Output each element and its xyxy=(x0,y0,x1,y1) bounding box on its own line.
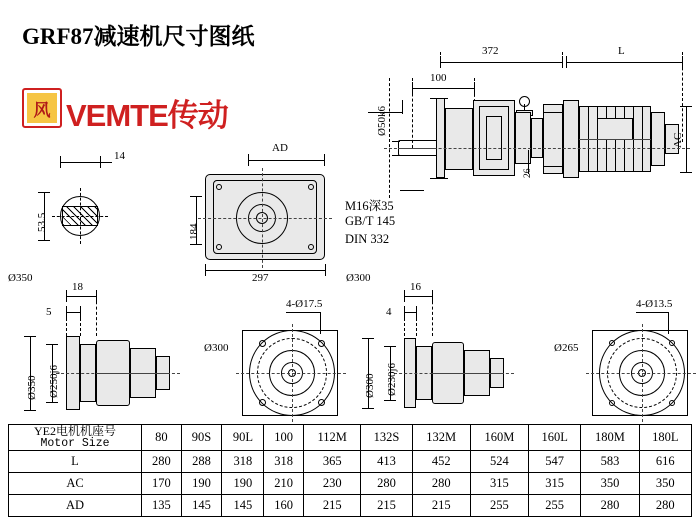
table-row xyxy=(9,472,692,494)
size-cell: 100 xyxy=(264,425,304,451)
table-cell: 280 xyxy=(412,472,470,494)
brand-name: VEMTE传动 xyxy=(66,98,228,133)
table-cell: 255 xyxy=(470,494,528,516)
note-thread-m16: M16深35 xyxy=(345,199,394,213)
dim-dia-230: Ø230j6 xyxy=(386,363,398,396)
dim-dia-350: Ø350 xyxy=(26,375,38,400)
dim-AD-middle: AD xyxy=(272,142,288,154)
label-dia-350: Ø350 xyxy=(8,272,33,284)
dim-5: 5 xyxy=(46,306,52,318)
table-cell: 280 xyxy=(639,494,691,516)
table-cell: 365 xyxy=(303,450,360,472)
table-cell: 255 xyxy=(528,494,580,516)
note-standard-gbt145: GB/T 145 xyxy=(345,214,396,228)
dim-297: 297 xyxy=(252,272,269,284)
dim-dia-265: Ø265 xyxy=(554,342,579,354)
table-cell: 135 xyxy=(142,494,182,516)
header-line2: Motor Size xyxy=(40,436,110,450)
label-dia-300: Ø300 xyxy=(346,272,371,284)
table-cell: 280 xyxy=(142,450,182,472)
logo-badge-text: 风 xyxy=(27,93,57,123)
table-cell: 583 xyxy=(581,450,639,472)
size-cell: 90L xyxy=(222,425,264,451)
dim-L: L xyxy=(618,45,625,57)
dim-26: 26 xyxy=(523,168,533,178)
table-cell: 315 xyxy=(470,472,528,494)
table-cell: 145 xyxy=(222,494,264,516)
size-cell: 180M xyxy=(581,425,639,451)
row-label: AD xyxy=(9,494,142,516)
table-cell: 160 xyxy=(264,494,304,516)
table-cell: 280 xyxy=(581,494,639,516)
table-cell: 170 xyxy=(142,472,182,494)
header-line1: YE2电机机座号 xyxy=(34,424,116,438)
size-cell: 160L xyxy=(528,425,580,451)
table-cell: 190 xyxy=(181,472,222,494)
table-cell: 230 xyxy=(303,472,360,494)
table-cell: 318 xyxy=(222,450,264,472)
size-cell: 132M xyxy=(412,425,470,451)
dim-dia-300: Ø300 xyxy=(364,373,376,398)
row-label: L xyxy=(9,450,142,472)
table-cell: 524 xyxy=(470,450,528,472)
dim-16: 16 xyxy=(410,281,421,293)
dim-dia-300-face: Ø300 xyxy=(204,342,229,354)
table-cell: 350 xyxy=(581,472,639,494)
table-cell: 215 xyxy=(412,494,470,516)
row-label: AC xyxy=(9,472,142,494)
note-standard-din332: DIN 332 xyxy=(345,232,390,246)
table-cell: 280 xyxy=(361,472,412,494)
logo-badge-icon xyxy=(22,88,62,128)
size-cell: 90S xyxy=(181,425,222,451)
dim-372: 372 xyxy=(482,45,499,57)
table-cell: 315 xyxy=(528,472,580,494)
dim-184: 184 xyxy=(188,223,200,240)
table-row xyxy=(9,450,692,472)
table-row-header xyxy=(9,425,692,451)
dim-dia-250: Ø250j6 xyxy=(48,365,60,398)
size-cell: 132S xyxy=(361,425,412,451)
dim-shaft-dia: Ø50k6 xyxy=(376,106,388,136)
dimension-table xyxy=(8,424,692,517)
table-cell: 215 xyxy=(303,494,360,516)
table-cell: 452 xyxy=(412,450,470,472)
dim-14: 14 xyxy=(114,150,125,162)
logo xyxy=(22,88,262,133)
dim-53-5: 53.5 xyxy=(36,212,48,232)
size-cell: 112M xyxy=(303,425,360,451)
table-cell: 413 xyxy=(361,450,412,472)
table-cell: 350 xyxy=(639,472,691,494)
holes-4-17-5: 4-Ø17.5 xyxy=(286,298,323,310)
holes-4-13-5: 4-Ø13.5 xyxy=(636,298,673,310)
dim-18: 18 xyxy=(72,281,83,293)
table-cell: 288 xyxy=(181,450,222,472)
size-cell: 160M xyxy=(470,425,528,451)
table-cell: 215 xyxy=(361,494,412,516)
table-cell: 190 xyxy=(222,472,264,494)
table-row xyxy=(9,494,692,516)
size-cell: 180L xyxy=(639,425,691,451)
table-cell: 318 xyxy=(264,450,304,472)
dim-4: 4 xyxy=(386,306,392,318)
page-title: GRF87减速机尺寸图纸 xyxy=(22,24,255,49)
table-header-cell xyxy=(9,425,142,451)
dim-100: 100 xyxy=(430,72,447,84)
table-cell: 547 xyxy=(528,450,580,472)
size-cell: 80 xyxy=(142,425,182,451)
dim-AC-top: AC xyxy=(672,132,684,148)
table-cell: 616 xyxy=(639,450,691,472)
table-cell: 145 xyxy=(181,494,222,516)
table-cell: 210 xyxy=(264,472,304,494)
